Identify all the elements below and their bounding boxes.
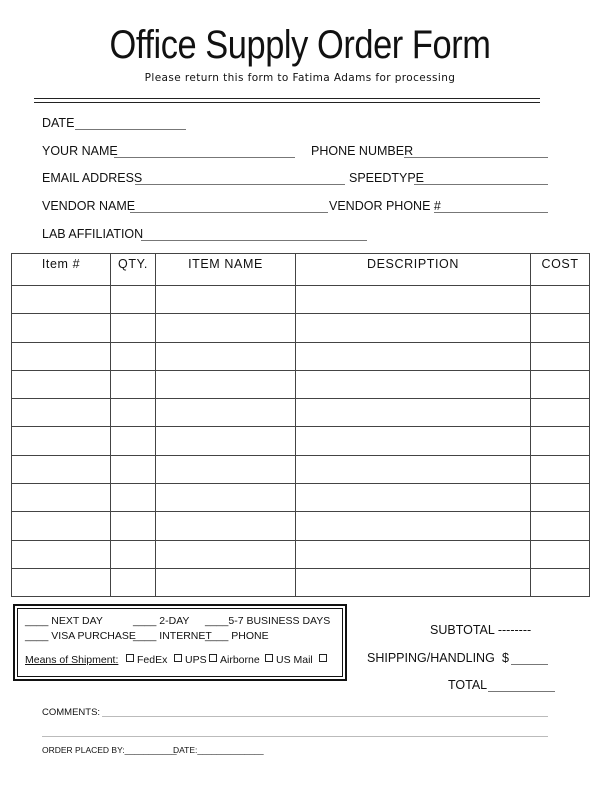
cost-cell[interactable] [531,314,590,342]
item-number-cell[interactable] [12,568,111,596]
description-cell[interactable] [296,540,531,568]
carrier-fedex[interactable] [126,654,167,666]
shipping-handling-field[interactable] [511,664,548,665]
qty-cell[interactable] [111,540,156,568]
cost-cell[interactable] [531,399,590,427]
form-title: Office Supply Order Form [109,23,491,67]
item-name-cell[interactable] [156,455,296,483]
table-row [12,568,590,596]
lab-affiliation-label: LAB AFFILIATION [42,227,144,241]
description-cell[interactable] [296,427,531,455]
table-row [12,540,590,568]
total-label: TOTAL [448,678,488,692]
qty-cell[interactable] [111,342,156,370]
description-cell[interactable] [296,370,531,398]
table-row [12,484,590,512]
header-divider-bottom [34,102,540,103]
lab-affiliation-field[interactable] [141,240,367,241]
two-day-option[interactable]: ____ 2-DAY [133,615,190,627]
item-number-cell[interactable] [12,370,111,398]
description-cell[interactable] [296,314,531,342]
item-name-cell[interactable] [156,427,296,455]
comments-label: COMMENTS: [42,707,101,718]
item-name-cell[interactable] [156,342,296,370]
business-days-option[interactable]: ____5-7 BUSINESS DAYS [205,615,331,627]
description-cell[interactable] [296,455,531,483]
item-number-cell[interactable] [12,512,111,540]
table-row [12,455,590,483]
qty-cell[interactable] [111,286,156,314]
carrier-fedex-label: FedEx [137,654,168,666]
item-number-cell[interactable] [12,399,111,427]
item-number-cell[interactable] [12,427,111,455]
visa-purchase-option[interactable]: ____ VISA PURCHASE [25,630,136,642]
qty-cell[interactable] [111,568,156,596]
item-number-cell[interactable] [12,286,111,314]
item-name-cell[interactable] [156,484,296,512]
airborne-checkbox-icon[interactable] [209,654,217,662]
total-field[interactable] [488,691,555,692]
fedex-checkbox-icon[interactable] [126,654,134,662]
vendor-name-field[interactable] [130,212,328,213]
header-divider-top [34,98,540,99]
shipping-handling-label: SHIPPING/HANDLING [367,651,495,665]
means-of-shipment-label: Means of Shipment: [25,654,119,666]
item-number-cell[interactable] [12,540,111,568]
description-cell[interactable] [296,399,531,427]
item-name-cell[interactable] [156,512,296,540]
phone-number-field[interactable] [404,157,548,158]
table-row [12,286,590,314]
description-cell[interactable] [296,484,531,512]
cost-cell[interactable] [531,342,590,370]
column-header-description: DESCRIPTION [296,254,531,286]
carrier-ups[interactable] [174,654,207,666]
cost-cell[interactable] [531,370,590,398]
speedtype-field[interactable] [414,184,548,185]
table-row [12,370,590,398]
qty-cell[interactable] [111,314,156,342]
date-field[interactable] [75,129,186,130]
item-name-cell[interactable] [156,370,296,398]
your-name-label: YOUR NAME [42,144,118,158]
order-date-label[interactable]: DATE:______________ [173,745,264,755]
column-header-item-name: ITEM NAME [156,254,296,286]
item-number-cell[interactable] [12,484,111,512]
internet-option[interactable]: ____ INTERNET [133,630,212,642]
currency-symbol: $ [502,651,509,665]
speedtype-label: SPEEDTYPE [349,171,425,185]
us-mail-checkbox-icon[interactable] [265,654,273,662]
item-number-cell[interactable] [12,314,111,342]
item-name-cell[interactable] [156,540,296,568]
email-address-field[interactable] [135,184,345,185]
cost-cell[interactable] [531,286,590,314]
cost-cell[interactable] [531,568,590,596]
carrier-ups-label: UPS [185,654,207,666]
qty-cell[interactable] [111,399,156,427]
phone-number-label: PHONE NUMBER [311,144,414,158]
table-row [12,399,590,427]
next-day-option[interactable]: ____ NEXT DAY [25,615,103,627]
column-header-qty: QTY. [111,254,156,286]
table-row [12,427,590,455]
cost-cell[interactable] [531,455,590,483]
column-header-cost: COST [531,254,590,286]
item-name-cell[interactable] [156,314,296,342]
description-cell[interactable] [296,286,531,314]
description-cell[interactable] [296,568,531,596]
description-cell[interactable] [296,512,531,540]
comments-line-1[interactable] [102,716,548,717]
qty-cell[interactable] [111,512,156,540]
vendor-phone-field[interactable] [434,212,548,213]
cost-cell[interactable] [531,484,590,512]
item-number-cell[interactable] [12,455,111,483]
cost-cell[interactable] [531,512,590,540]
item-number-cell[interactable] [12,342,111,370]
qty-cell[interactable] [111,370,156,398]
table-header-row [12,254,590,286]
carrier-us-mail-label: US Mail [276,654,313,666]
item-name-cell[interactable] [156,568,296,596]
qty-cell[interactable] [111,427,156,455]
form-subtitle: Please return this form to Fatima Adams for processing [144,72,456,84]
item-name-cell[interactable] [156,399,296,427]
order-placed-by-label[interactable]: ORDER PLACED BY:___________ [42,745,177,755]
order-items-table [11,253,590,597]
email-address-label: EMAIL ADDRESS [42,171,143,185]
cost-cell[interactable] [531,540,590,568]
extra-checkbox-icon[interactable] [319,654,327,662]
carrier-us-mail[interactable] [265,654,330,666]
comments-line-2[interactable] [42,736,548,737]
qty-cell[interactable] [111,484,156,512]
your-name-field[interactable] [114,157,295,158]
vendor-name-label: VENDOR NAME [42,199,136,213]
cost-cell[interactable] [531,427,590,455]
table-row [12,342,590,370]
column-header-item-number: Item # [12,254,111,286]
carrier-airborne-label: Airborne [220,654,260,666]
phone-option[interactable]: ____ PHONE [205,630,269,642]
description-cell[interactable] [296,342,531,370]
carrier-airborne[interactable] [209,654,260,666]
ups-checkbox-icon[interactable] [174,654,182,662]
table-row [12,314,590,342]
subtotal-label: SUBTOTAL -------- [430,623,532,637]
vendor-phone-label: VENDOR PHONE # [329,199,441,213]
date-label: DATE [42,116,75,130]
table-row [12,512,590,540]
qty-cell[interactable] [111,455,156,483]
item-name-cell[interactable] [156,286,296,314]
